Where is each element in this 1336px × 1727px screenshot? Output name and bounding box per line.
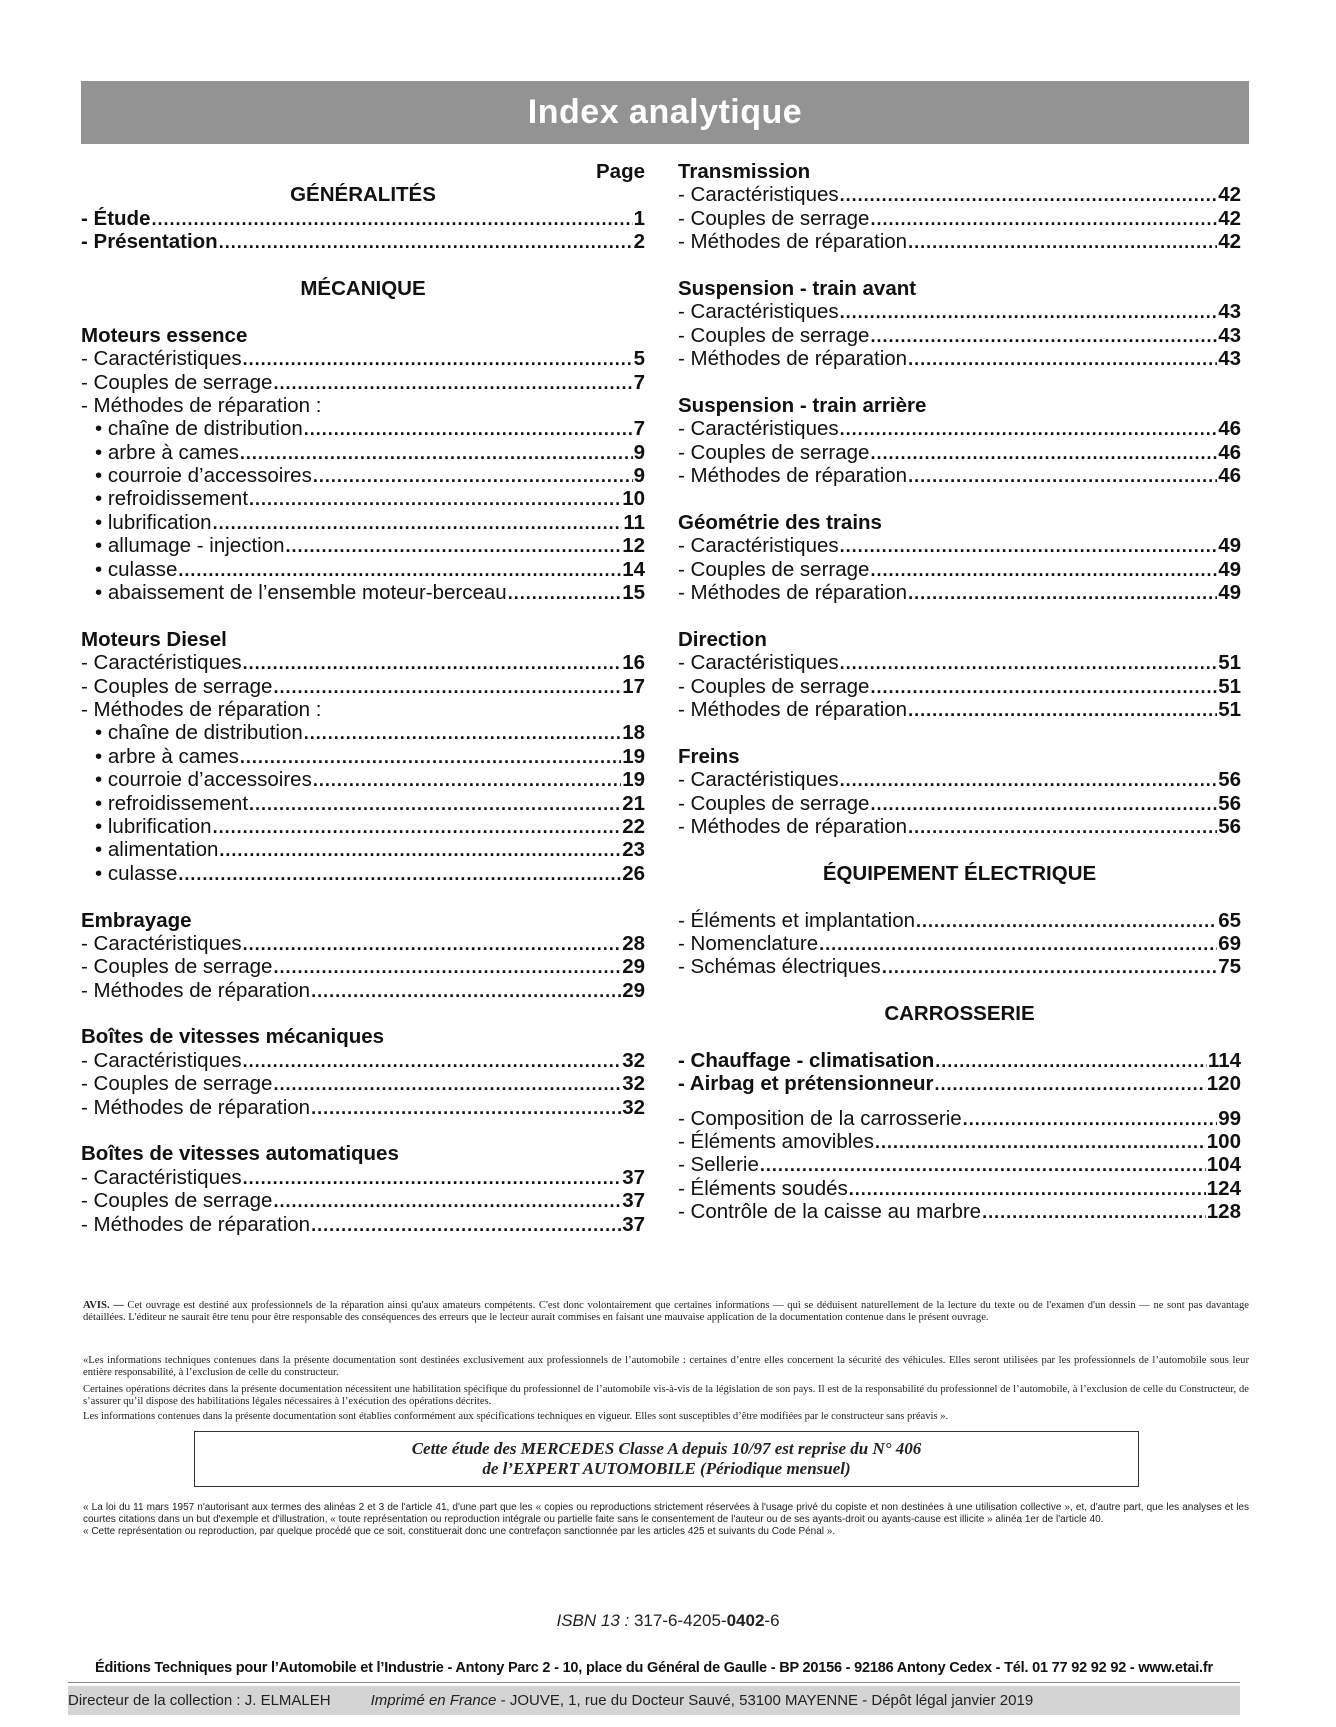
entry-page-number: 69 [1218,931,1241,955]
spacer [678,604,1241,627]
entry-page-number: 26 [622,861,645,885]
entry-page-number: 7 [633,370,645,394]
index-entry [81,979,645,1002]
dot-leader [219,839,621,862]
dot-leader [916,910,1217,933]
entry-label: - Couples de serrage [678,557,870,581]
index-entry [678,1130,1241,1153]
index-entry [678,909,1241,932]
dot-leader [870,793,1217,816]
entry-label: • lubrification [95,510,212,534]
entry-page-number: 128 [1206,1200,1241,1224]
entry-label: • chaîne de distribution [95,417,303,441]
entry-page-number: 51 [1218,651,1241,675]
entry-label: - Chauffage - climatisation [678,1048,935,1072]
index-entry [81,1189,645,1212]
entry-label: • courroie d’accessoires [95,464,312,488]
dot-leader [908,465,1217,488]
dot-leader [870,442,1217,465]
entry-page-number: 49 [1218,557,1241,581]
entry-page-number: 37 [622,1189,645,1213]
index-entry [678,183,1241,206]
legal-paragraph-2: « Cette représentation ou reproduction, par quelque procédé que ce soit, constituerait donc une contrefaçon sanctionnée par les articles 425 et suivants du Code Pénal ». [83,1526,836,1537]
entry-page-number: 75 [1218,955,1241,979]
index-entry [81,815,645,838]
entry-label: - Présentation [81,230,218,254]
entry-page-number: 49 [1218,581,1241,605]
dot-leader [273,1073,621,1096]
entry-page-number: 43 [1218,347,1241,371]
spacer [81,254,645,277]
index-entry [81,838,645,861]
index-entry [678,464,1241,487]
entry-page-number: 12 [622,534,645,558]
entry-page-number: 42 [1218,183,1241,207]
entry-page-number: 9 [633,464,645,488]
entry-page-number: 15 [622,581,645,605]
entry-page-number: 65 [1218,908,1241,932]
index-entry [678,1107,1241,1130]
index-entry [678,230,1241,253]
dot-leader [213,512,623,535]
dot-leader [840,418,1218,441]
dot-leader [243,1167,622,1190]
dot-leader [151,208,632,231]
index-subheading: - Méthodes de réparation : [81,697,322,721]
entry-label: - Couples de serrage [81,955,273,979]
index-entry [678,324,1241,347]
entry-label: - Couples de serrage [81,370,273,394]
entry-label: - Nomenclature [678,931,819,955]
spacer [81,1119,645,1142]
entry-label: - Méthodes de réparation [678,814,908,838]
index-entry [81,487,645,510]
index-subheading: - Méthodes de réparation : [81,393,322,417]
entry-label: - Caractéristiques [81,1048,242,1072]
index-left-column [81,160,645,1236]
entry-label: - Éléments soudés [678,1176,848,1200]
isbn-line [0,1611,1336,1631]
reprint-line-2: de l’EXPERT AUTOMOBILE (Périodique mensuel) [482,1459,851,1478]
right-entries [678,160,1241,1224]
chapter-heading: Suspension - train arrière [678,393,927,417]
index-entry [678,1049,1241,1072]
index-entry [81,955,645,978]
legal-paragraph-1: « La loi du 11 mars 1957 n'autorisant aux termes des alinéas 2 et 3 de l'article 41, d'une part que les « copies ou reproductions strictement réservées à l'usage privé du copiste et non destinées à une utilisation collective », et, d'autre part, que les analyses et les courtes citations dans un but d'exemple et d'illustration, « toute représentation ou reproduction intégrale ou partielle faite sans le consentement de l'auteur ou de ses ayants-droit ou ayants-cause est illicite » alinéa 1er de l'article 40. [83,1502,1249,1525]
dot-leader [882,956,1217,979]
index-entry [678,675,1241,698]
entry-label: - Caractéristiques [81,931,242,955]
index-entry [81,862,645,885]
entry-label: - Couples de serrage [678,206,870,230]
dot-leader [313,769,621,792]
index-entry [81,1072,645,1095]
index-right-column [678,160,1241,1224]
spacer [81,604,645,627]
dot-leader [849,1178,1206,1201]
index-entry [678,768,1241,791]
notice-specifications: Les informations contenues dans la présente documentation sont établies conformément aux spécifications techniques en vigueur. Elles sont susceptibles d’être modifiées par le constructeur sans préavis ». [83,1411,949,1422]
index-entry [678,534,1241,557]
index-entry [81,417,645,440]
avis-notice [83,1300,1249,1324]
entry-label: • allumage - injection [95,534,285,558]
dot-leader [313,465,633,488]
entry-page-number: 56 [1218,768,1241,792]
dot-leader [760,1154,1206,1177]
dot-leader [935,1073,1206,1096]
dot-leader [304,722,621,745]
dot-leader [908,348,1217,371]
entry-page-number: 104 [1206,1153,1241,1177]
spacer [678,979,1241,1002]
entry-label: - Caractéristiques [678,300,839,324]
dot-leader [249,793,621,816]
dot-leader [819,933,1217,956]
entry-label: - Méthodes de réparation [81,978,311,1002]
dot-leader [311,1097,621,1120]
index-entry [81,1049,645,1072]
dot-leader [963,1108,1217,1131]
index-entry [678,1072,1241,1095]
entry-label: - Couples de serrage [678,323,870,347]
entry-label: • culasse [95,861,178,885]
chapter-heading: Embrayage [81,908,192,932]
index-entry [81,768,645,791]
entry-page-number: 46 [1218,417,1241,441]
dot-leader [908,816,1217,839]
index-entry [678,792,1241,815]
entry-label: - Contrôle de la caisse au marbre [678,1200,982,1224]
spacer [678,254,1241,277]
entry-label: - Couples de serrage [678,674,870,698]
entry-label: - Couples de serrage [81,1189,273,1213]
entry-label: - Schémas électriques [678,955,881,979]
entry-page-number: 124 [1206,1176,1241,1200]
entry-label: - Méthodes de réparation [678,697,908,721]
entry-label: - Couples de serrage [678,791,870,815]
section-heading: GÉNÉRALITÉS [290,183,436,207]
entry-page-number: 32 [622,1072,645,1096]
entry-label: - Caractéristiques [81,1165,242,1189]
dot-leader [840,769,1218,792]
dot-leader [219,231,633,254]
entry-page-number: 56 [1218,791,1241,815]
index-entry [678,815,1241,838]
entry-page-number: 2 [633,230,645,254]
entry-page-number: 9 [633,440,645,464]
dot-leader [249,488,621,511]
index-entry [81,792,645,815]
entry-page-number: 37 [622,1212,645,1236]
entry-page-number: 32 [622,1048,645,1072]
dot-leader [982,1201,1206,1224]
entry-page-number: 43 [1218,323,1241,347]
spacer [81,300,645,323]
collection-director: Directeur de la collection : J. ELMALEH [68,1692,331,1709]
index-entry [81,347,645,370]
entry-page-number: 19 [622,768,645,792]
dot-leader [273,1190,621,1213]
index-entry [81,534,645,557]
dot-leader [311,1214,621,1237]
entry-label: - Couples de serrage [81,674,273,698]
copyright-legal [83,1502,1249,1538]
isbn-bold: 0402 [726,1611,765,1630]
index-entry [81,464,645,487]
printed-label: Imprimé en France [370,1692,497,1709]
dot-leader [243,1050,622,1073]
entry-label: - Caractéristiques [81,651,242,675]
entry-label: • refroidissement [95,487,249,511]
dot-leader [908,231,1217,254]
printed-rest: - JOUVE, 1, rue du Docteur Sauvé, 53100 MAYENNE - Dépôt légal janvier 2019 [496,1692,1034,1709]
chapter-heading: Géométrie des trains [678,510,882,534]
spacer [678,1025,1241,1048]
dot-leader [273,956,621,979]
entry-page-number: 11 [623,510,645,534]
dot-leader [243,933,622,956]
printing-info [371,1692,1034,1709]
entry-label: • alimentation [95,838,219,862]
index-entry [81,581,645,604]
spacer [678,721,1241,744]
entry-label: - Sellerie [678,1153,759,1177]
entry-page-number: 42 [1218,206,1241,230]
index-entry [81,651,645,674]
page-column-header: Page [596,160,645,183]
spacer [81,885,645,908]
index-entry [678,1177,1241,1200]
entry-page-number: 37 [622,1165,645,1189]
entry-page-number: 56 [1218,814,1241,838]
dot-leader [273,372,632,395]
dot-leader [840,652,1218,675]
chapter-heading: Suspension - train avant [678,276,917,300]
dot-leader [213,816,622,839]
index-entry [678,651,1241,674]
spacer [678,885,1241,908]
entry-page-number: 51 [1218,674,1241,698]
dot-leader [908,699,1217,722]
entry-label: - Étude [81,206,151,230]
section-heading: MÉCANIQUE [300,276,426,300]
index-entry [81,1213,645,1236]
spacer [81,1002,645,1025]
chapter-heading: Moteurs essence [81,323,248,347]
entry-page-number: 17 [622,674,645,698]
reprint-line-1: Cette étude des MERCEDES Classe A depuis 10/97 est reprise du N° 406 [411,1439,922,1458]
entry-page-number: 100 [1206,1130,1241,1154]
index-entry [81,1166,645,1189]
dot-leader [178,559,621,582]
entry-page-number: 21 [622,791,645,815]
index-entry [81,511,645,534]
entry-label: - Caractéristiques [678,651,839,675]
spacer [678,487,1241,510]
entry-label: - Caractéristiques [678,417,839,441]
entry-label: • culasse [95,557,178,581]
entry-label: • abaissement de l’ensemble moteur-berceau [95,581,507,605]
dot-leader [286,535,622,558]
chapter-heading: Freins [678,744,740,768]
entry-label: - Éléments et implantation [678,908,916,932]
entry-label: - Caractéristiques [678,768,839,792]
index-entry [678,417,1241,440]
entry-label: - Couples de serrage [678,440,870,464]
index-entry [678,955,1241,978]
dot-leader [870,325,1217,348]
index-entry [81,745,645,768]
isbn-suffix: -6 [764,1611,780,1630]
entry-page-number: 43 [1218,300,1241,324]
dot-leader [508,582,621,605]
index-entry [678,441,1241,464]
page-title: Index analytique [527,93,803,131]
index-entry [678,932,1241,955]
index-title-bar [81,81,1249,144]
index-entry [81,207,645,230]
dot-leader [311,980,621,1003]
index-entry [678,207,1241,230]
entry-page-number: 7 [633,417,645,441]
dot-leader [870,676,1217,699]
chapter-heading: Moteurs Diesel [81,627,227,651]
dot-leader [870,559,1217,582]
entry-page-number: 120 [1206,1072,1241,1096]
index-entry [81,371,645,394]
dot-leader [243,652,622,675]
chapter-heading: Boîtes de vitesses mécaniques [81,1025,385,1049]
entry-page-number: 1 [633,206,645,230]
entry-label: - Caractéristiques [678,183,839,207]
isbn-prefix: 317-6-4205- [629,1611,727,1630]
entry-page-number: 14 [622,557,645,581]
entry-label: - Caractéristiques [678,534,839,558]
index-entry [81,230,645,253]
dot-leader [240,746,621,769]
entry-page-number: 29 [622,955,645,979]
entry-label: - Méthodes de réparation [81,1095,311,1119]
dot-leader [840,184,1218,207]
entry-label: - Méthodes de réparation [678,347,908,371]
publisher-rule [68,1682,1240,1683]
entry-label: - Méthodes de réparation [81,1212,311,1236]
entry-label: • arbre à cames [95,744,239,768]
entry-label: • refroidissement [95,791,249,815]
section-heading: ÉQUIPEMENT ÉLECTRIQUE [822,861,1097,885]
index-entry [81,721,645,744]
entry-page-number: 46 [1218,440,1241,464]
dot-leader [273,676,621,699]
entry-label: - Couples de serrage [81,1072,273,1096]
entry-label: - Airbag et prétensionneur [678,1072,934,1096]
dot-leader [243,348,633,371]
index-entry [678,1153,1241,1176]
index-entry [81,932,645,955]
reprint-box [194,1431,1139,1487]
dot-leader [840,535,1218,558]
entry-page-number: 49 [1218,534,1241,558]
entry-page-number: 114 [1207,1048,1241,1072]
notice-professionals: «Les informations techniques contenues dans la présente documentation sont destinées exclusivement aux professionnels de l’automobile : certaines d’entre elles concernent la sécurité des véhicules. Elles seront utilisées par les professionnels de l’automobile sous leur entière responsabilité, à l’exclusion de celle du constructeur. [83,1355,1249,1379]
index-entry [81,1096,645,1119]
dot-leader [178,863,621,886]
index-entry [81,441,645,464]
footer-bar [68,1686,1240,1715]
dot-leader [875,1131,1206,1154]
entry-page-number: 32 [622,1095,645,1119]
entry-label: - Méthodes de réparation [678,464,908,488]
entry-page-number: 18 [622,721,645,745]
index-entry [81,558,645,581]
entry-label: - Méthodes de réparation [678,581,908,605]
entry-label: - Caractéristiques [81,347,242,371]
entry-page-number: 5 [633,347,645,371]
isbn-label: ISBN 13 : [556,1611,630,1630]
spacer [678,1096,1241,1107]
entry-page-number: 22 [622,814,645,838]
entry-label: - Éléments amovibles [678,1130,874,1154]
chapter-heading: Direction [678,627,767,651]
entry-label: - Composition de la carrosserie [678,1106,962,1130]
entry-page-number: 10 [622,487,645,511]
dot-leader [240,442,633,465]
entry-page-number: 99 [1218,1106,1241,1130]
entry-page-number: 16 [622,651,645,675]
entry-page-number: 46 [1218,464,1241,488]
entry-page-number: 23 [622,838,645,862]
entry-page-number: 29 [622,978,645,1002]
index-entry [678,1200,1241,1223]
avis-label: AVIS. — [83,1300,124,1311]
spacer [678,371,1241,394]
section-heading: CARROSSERIE [884,1002,1035,1026]
dot-leader [304,418,633,441]
entry-label: • chaîne de distribution [95,721,303,745]
index-entry [678,347,1241,370]
dot-leader [908,582,1217,605]
chapter-heading: Transmission [678,160,811,183]
index-entry [678,581,1241,604]
entry-label: - Méthodes de réparation [678,230,908,254]
entry-label: • lubrification [95,814,212,838]
dot-leader [935,1050,1207,1073]
index-entry [678,300,1241,323]
entry-page-number: 42 [1218,230,1241,254]
entry-page-number: 51 [1218,697,1241,721]
avis-text: Cet ouvrage est destiné aux professionnels de la réparation ainsi qu'aux amateurs compétents. C'est donc volontairement que certaines informations — qui se déduisent naturellement de la lecture du texte ou de l'examen d'un dessin — ne sont pas davantage détaillées. L'éditeur ne saurait être tenu pour être responsable des conséquences des erreurs que le lecteur aurait commises en faisant une mauvaise application de la documentation contenue dans le présent ouvrage. [83,1300,1249,1324]
left-entries [81,183,645,1236]
entry-page-number: 28 [622,931,645,955]
entry-page-number: 19 [622,744,645,768]
entry-label: • courroie d’accessoires [95,768,312,792]
chapter-heading: Boîtes de vitesses automatiques [81,1142,399,1166]
publisher-line: Éditions Techniques pour l’Automobile et l’Industrie - Antony Parc 2 - 10, place du Général de Gaulle - BP 20156 - 92186 Antony Cedex - Tél. 01 77 92 92 92 - www.etai.fr [95,1660,1213,1676]
dot-leader [840,301,1218,324]
dot-leader [870,208,1217,231]
index-entry [81,675,645,698]
notice-habilitation: Certaines opérations décrites dans la présente documentation nécessitent une habilitation spécifique du professionnel de l’automobile vis-à-vis de la législation de son pays. Il est de la responsabilité du professionnel de l’automobile, à l’exclusion de celle du Constructeur, de s’assurer qu’il dispose des habilitations légales nécessaires à l’exécution des opérations décrites. [83,1384,1249,1408]
spacer [678,838,1241,861]
entry-label: • arbre à cames [95,440,239,464]
index-entry [678,698,1241,721]
index-entry [678,558,1241,581]
